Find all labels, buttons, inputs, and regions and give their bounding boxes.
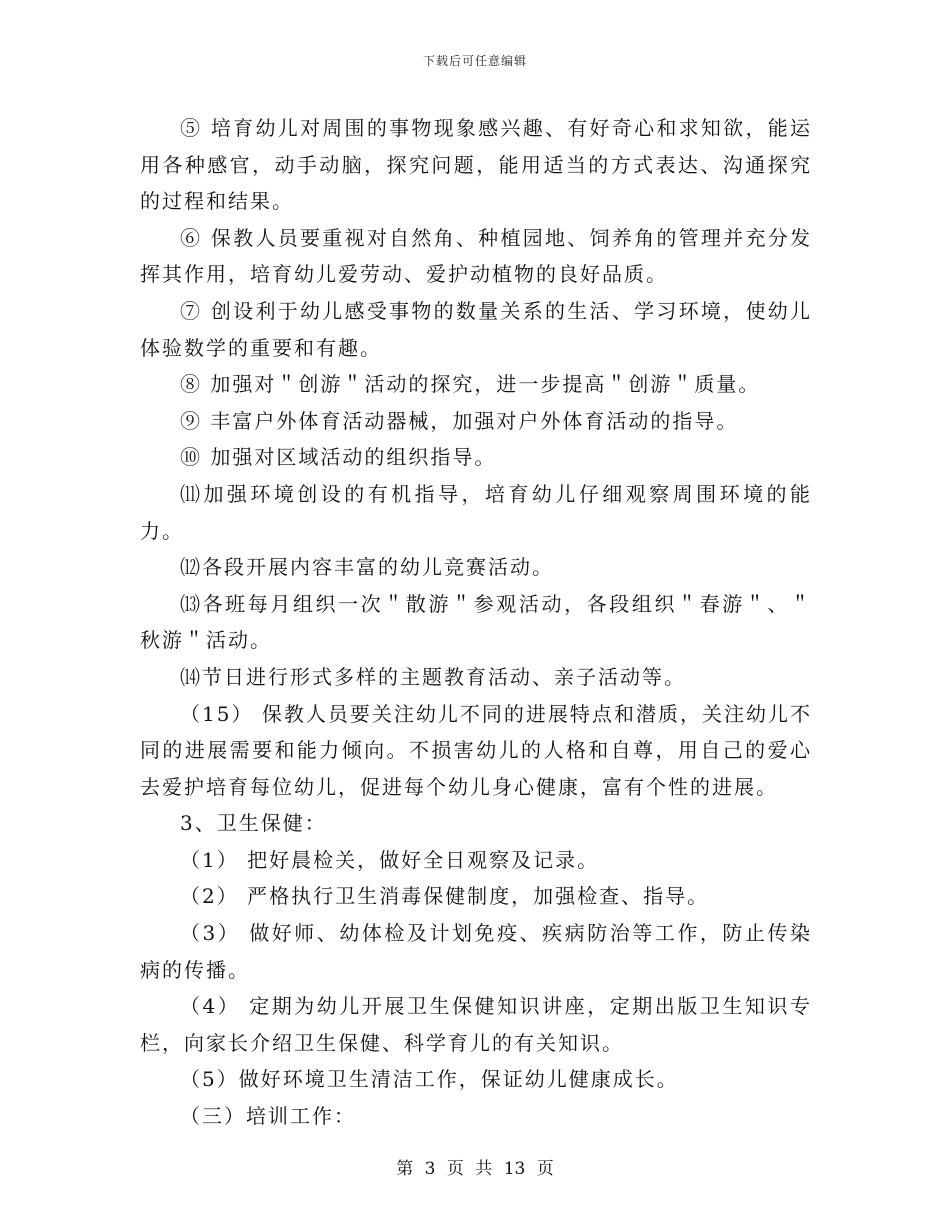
section-heading-health: 3、卫生保健： [180,811,327,836]
document-body [140,110,812,1135]
health-item-3: （3） 做好师、幼体检及计划免疫、疾病防治等工作，防止传染病的传播。 [140,921,812,982]
paragraph-item-10: ⑩ 加强对区域活动的组织指导。 [180,445,497,470]
paragraph-item-14: ⒁节日进行形式多样的主题教育活动、亲子活动等。 [180,664,686,689]
health-item-4: （4） 定期为幼儿开展卫生保健知识讲座，定期出版卫生知识专栏，向家长介绍卫生保健、科学育儿的有关知识。 [140,994,812,1055]
section-heading-training: （三）培训工作： [180,1104,356,1129]
health-item-1: （1） 把好晨检关，做好全日观察及记录。 [180,847,600,872]
paragraph-item-8: ⑧ 加强对＂创游＂活动的探究，进一步提高＂创游＂质量。 [180,372,761,397]
paragraph-item-15: （15） 保教人员要关注幼儿不同的进展特点和潜质，关注幼儿不同的进展需要和能力倾向。不损害幼儿的人格和自尊，用自己的爱心去爱护培育每位幼儿，促进每个幼儿身心健康，富有个性的进展。 [140,701,812,799]
paragraph-item-11: ⑾加强环境创设的有机指导，培育幼儿仔细观察周围环境的能力。 [140,481,812,543]
paragraph-item-9: ⑨ 丰富户外体育活动器械，加强对户外体育活动的指导。 [180,408,739,433]
paragraph-item-7: ⑦ 创设利于幼儿感受事物的数量关系的生活、学习环境，使幼儿体验数学的重要和有趣。 [140,298,812,360]
page-header: 下载后可任意编辑 [422,54,527,68]
paragraph-item-6: ⑥ 保教人员要重视对自然角、种植园地、饲养角的管理并充分发挥其作用，培育幼儿爱劳动、爱护动植物的良好品质。 [140,225,812,287]
health-item-2: （2） 严格执行卫生消毒保健制度，加强检查、指导。 [180,884,710,909]
health-item-5: （5）做好环境卫生清洁工作，保证幼儿健康成长。 [180,1067,679,1092]
paragraph-item-5: ⑤ 培育幼儿对周围的事物现象感兴趣、有好奇心和求知欲，能运用各种感官，动手动脑，探究问题，能用适当的方式表达、沟通探究的过程和结果。 [140,116,812,214]
page-footer: 第 3 页 共 13 页 [396,1159,554,1179]
paragraph-item-13: ⒀各班每月组织一次＂散游＂参观活动，各段组织＂春游＂、＂秋游＂活动。 [140,591,812,653]
paragraph-item-12: ⑿各段开展内容丰富的幼儿竞赛活动。 [180,555,554,580]
